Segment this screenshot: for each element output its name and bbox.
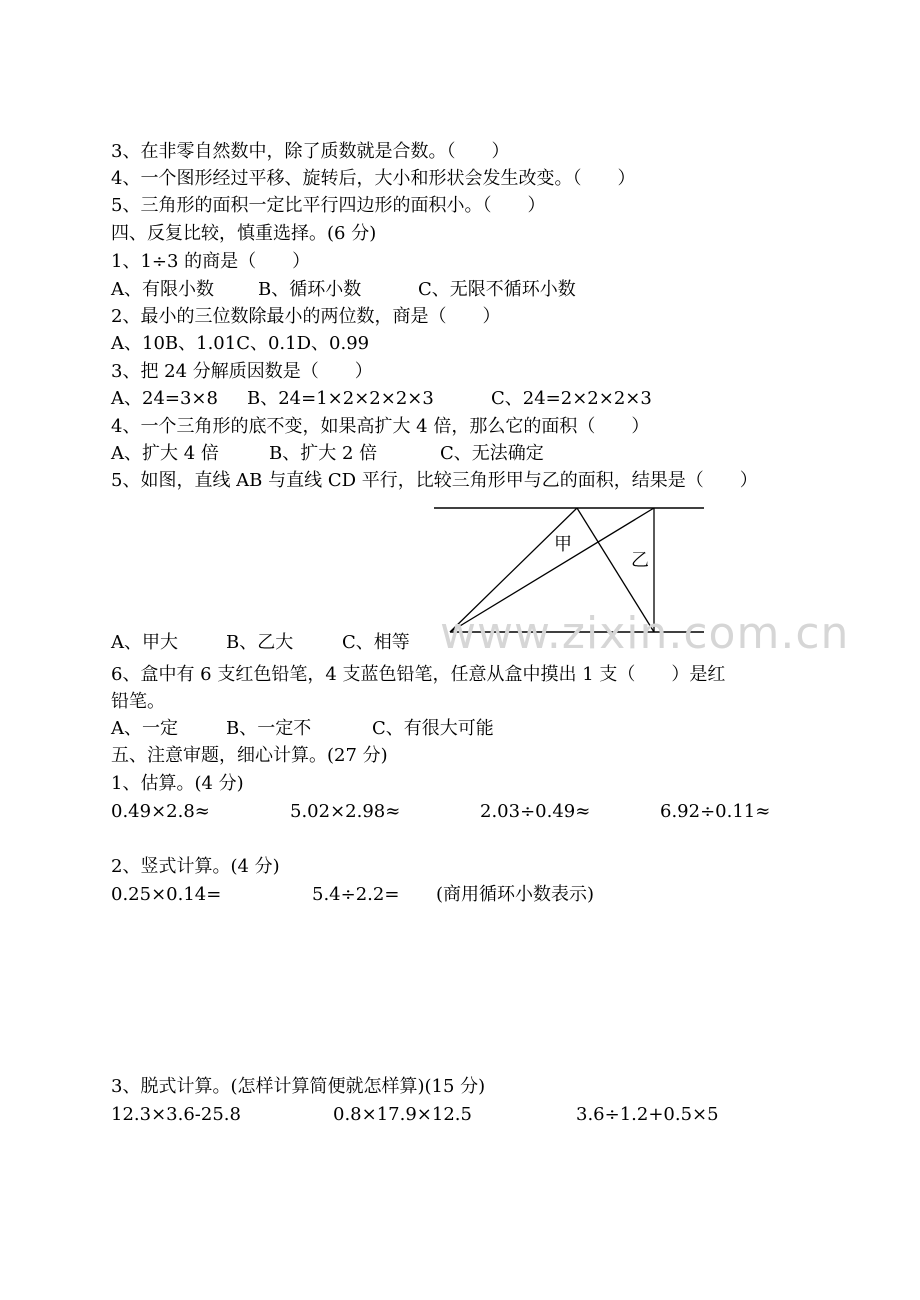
label-yi: 乙 [631, 550, 649, 571]
estimate-title: 1、估算。(4 分) [111, 773, 244, 794]
stepwise-item-2: 0.8×17.9×12.5 [333, 1104, 472, 1125]
vertical-item-1: 0.25×0.14= [111, 884, 222, 905]
estimate-item-1: 0.49×2.8≈ [111, 801, 210, 822]
q3-stem: 3、把 24 分解质因数是（ ） [111, 361, 373, 382]
q4-option-c: C、无法确定 [440, 443, 544, 464]
q2-stem: 2、最小的三位数除最小的两位数，商是（ ） [111, 306, 501, 327]
judgment-item-4: 4、一个图形经过平移、旋转后，大小和形状会发生改变。（ ） [111, 168, 636, 189]
vertical-item-note: (商用循环小数表示) [436, 884, 595, 905]
stepwise-title: 3、脱式计算。(怎样计算简便就怎样算)(15 分) [111, 1076, 486, 1097]
q1-stem: 1、1÷3 的商是（ ） [111, 251, 311, 272]
q4-option-a: A、扩大 4 倍 [111, 443, 219, 464]
vertical-title: 2、竖式计算。(4 分) [111, 856, 280, 877]
q6-option-c: C、有很大可能 [372, 718, 494, 739]
estimate-item-2: 5.02×2.98≈ [290, 801, 401, 822]
q5-option-a: A、甲大 [111, 632, 178, 653]
section4-title: 四、反复比较，慎重选择。(6 分) [111, 223, 377, 244]
judgment-item-3: 3、在非零自然数中，除了质数就是合数。（ ） [111, 141, 510, 162]
estimate-item-4: 6.92÷0.11≈ [660, 801, 771, 822]
q5-option-b: B、乙大 [226, 632, 294, 653]
estimate-item-3: 2.03÷0.49≈ [480, 801, 591, 822]
watermark: www.zixin.com.cn [440, 608, 850, 659]
q2-options: A、10B、1.01C、0.1D、0.99 [111, 333, 370, 354]
q1-option-c: C、无限不循环小数 [418, 279, 576, 300]
q4-stem: 4、一个三角形的底不变，如果高扩大 4 倍，那么它的面积（ ） [111, 416, 650, 437]
q3-option-a: A、24=3×8 [111, 388, 218, 409]
vertical-item-2: 5.4÷2.2= [312, 884, 400, 905]
q3-option-b: B、24=1×2×2×2×3 [247, 388, 434, 409]
q5-stem: 5、如图，直线 AB 与直线 CD 平行，比较三角形甲与乙的面积，结果是（ ） [111, 470, 758, 491]
q6-option-b: B、一定不 [226, 718, 312, 739]
q1-option-a: A、有限小数 [111, 279, 214, 300]
q6-option-a: A、一定 [111, 718, 178, 739]
label-jia: 甲 [554, 534, 572, 555]
q3-option-c: C、24=2×2×2×3 [491, 388, 652, 409]
section5-title: 五、注意审题，细心计算。(27 分) [111, 745, 388, 766]
q1-option-b: B、循环小数 [258, 279, 362, 300]
q6-stem-line2: 铅笔。 [111, 691, 165, 712]
q4-option-b: B、扩大 2 倍 [269, 443, 378, 464]
stepwise-item-1: 12.3×3.6-25.8 [111, 1104, 241, 1125]
q6-stem-line1: 6、盒中有 6 支红色铅笔，4 支蓝色铅笔，任意从盒中摸出 1 支（ ）是红 [111, 664, 726, 685]
q5-option-c: C、相等 [342, 632, 410, 653]
stepwise-item-3: 3.6÷1.2+0.5×5 [576, 1104, 719, 1125]
judgment-item-5: 5、三角形的面积一定比平行四边形的面积小。（ ） [111, 195, 546, 216]
